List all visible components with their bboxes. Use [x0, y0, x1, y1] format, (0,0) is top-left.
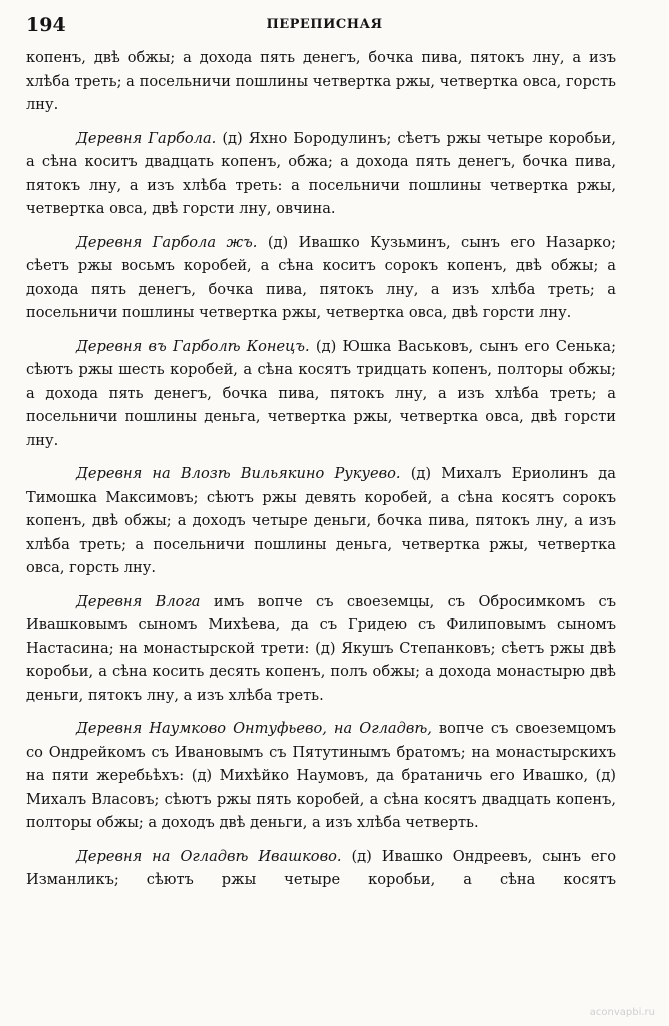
paragraph-body: (д) Ивашко Кузьминъ, сынъ его Назарко; сѣетъ ржы восьмъ коробей, а сѣна коситъ сорокъ копенъ, двѣ обжы; а дохода пять денегъ, бочка пива, пятокъ лну, а изъ хлѣба треть; а посельничи пошлины четвертка ржы, четвертка овса, двѣ горсти лну.	[26, 233, 617, 321]
paragraph-garbola-2	[26, 231, 616, 325]
paragraph-body: (д) Ивашко Ондреевъ, сынъ его Изманликъ; сѣютъ ржы четыре коробьи, а сѣна косятъ	[26, 847, 616, 888]
paragraph-naumkovo	[26, 717, 616, 835]
page-number: 194	[26, 14, 66, 36]
watermark: aconvapbi.ru	[589, 1007, 655, 1018]
paragraph-body: имъ вопче съ своеземцы, съ Обросимкомъ съ Ивашковымъ сыномъ Михѣева, да съ Гридею съ Филиповымъ сыномъ Настасина; на монастырской трети: (д) Якушъ Степанковъ; сѣетъ ржы двѣ коробьи, а сѣна косить десять копенъ, полъ обжы; а дохода монастырю двѣ деньги, пятокъ лну, а изъ хлѣба треть.	[26, 592, 616, 704]
page-header	[26, 14, 623, 38]
paragraph-garbola-konets	[26, 335, 616, 453]
village-title: Деревня на Огладвѣ Ивашково.	[76, 847, 342, 865]
village-title: Деревня Гарбола жъ.	[76, 233, 258, 251]
paragraph-vloga	[26, 590, 616, 708]
paragraph-ivashkovo	[26, 845, 616, 892]
village-title: Деревня Наумково Онтуфьево, на Огладвѣ,	[76, 720, 432, 737]
village-title: Деревня на Влозѣ Вильякино Рукуево.	[76, 465, 401, 482]
paragraph-vilyakino	[26, 462, 616, 580]
paragraph-body: (д) Яхно Бородулинъ; сѣетъ ржы четыре коробьи, а сѣна коситъ двадцать копенъ, обжа; а дохода пять денегъ, бочка пива, пятокъ лну, а изъ хлѣба треть: а посельничи пошлины четвертка ржы, четвертка овса, двѣ горсти лну, овчина.	[26, 129, 616, 217]
paragraph-body: копенъ, двѣ обжы; а дохода пять денегъ, бочка пива, пятокъ лну, а изъ хлѣба треть; а посельничи пошлины четвертка ржы, четвертка овса, горсть лну.	[26, 49, 616, 113]
running-head: ПЕРЕПИСНАЯ	[266, 17, 383, 32]
paragraph-body: (д) Юшка Васьковъ, сынъ его Сенька; сѣютъ ржы шесть коробей, а сѣна косятъ тридцать копенъ, полторы обжы; а дохода пять денегъ, бочка пива, пятокъ лну, а изъ хлѣба треть; а посельничи пошлины деньга, четвертка ржы, четвертка овса, двѣ горсти лну.	[26, 337, 616, 449]
paragraph-continued	[26, 46, 616, 117]
paragraph-garbola	[26, 127, 616, 221]
village-title: Деревня въ Гарболѣ Конецъ.	[76, 337, 310, 355]
village-title: Деревня Влога	[76, 592, 201, 610]
village-title: Деревня Гарбола.	[76, 129, 217, 147]
paragraph-body: (д) Михалъ Ериолинъ да Тимошка Максимовъ; сѣютъ ржы девять коробей, а сѣна косятъ сорокъ копенъ, двѣ обжы; а доходъ четыре деньги, бочка пива, пятокъ лну, а изъ хлѣба треть; а посельничи пошлины деньга, четвертка ржы, четвертка овса, горсть лну.	[26, 465, 616, 576]
paragraph-body: вопче съ своеземцомъ со Ондрейкомъ съ Ивановымъ съ Пятутинымъ братомъ; на монастырскихъ на пяти жеребьѣхъ: (д) Михѣйко Наумовъ, да братаничь его Ивашко, (д) Михалъ Власовъ; сѣютъ ржы пять коробей, а сѣна косятъ двадцать копенъ, полторы обжы; а доходъ двѣ деньги, а изъ хлѣба четверть.	[26, 720, 616, 831]
text-block	[26, 46, 616, 902]
